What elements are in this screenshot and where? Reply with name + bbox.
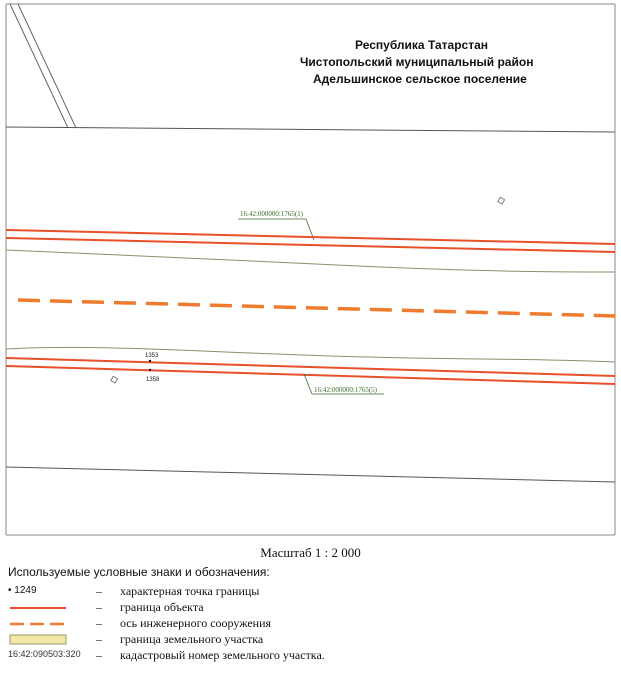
legend-item-point <box>8 584 608 600</box>
land-boundary-upper <box>6 250 615 272</box>
legend-item-cadastral-number <box>8 648 608 664</box>
engineering-axis-line <box>18 300 615 316</box>
diagonal-road-line-a <box>10 4 68 128</box>
legend-description: граница земельного участка <box>120 632 264 646</box>
title-republic: Республика Татарстан <box>355 38 489 52</box>
legend-symbol-red-line <box>8 602 68 614</box>
legend-description: ось инженерного сооружения <box>120 616 272 630</box>
parcel-label-lower: 16:42:000000:1765(5) <box>314 386 377 394</box>
title-district: Чистопольский муниципальный район <box>300 55 534 69</box>
land-boundary-top <box>6 127 615 132</box>
object-boundary-lower-2 <box>6 366 615 384</box>
legend-dash: – <box>96 632 102 646</box>
legend-symbol-yellow-swatch <box>8 634 68 646</box>
legend-heading: Используемые условные знаки и обозначения: <box>8 565 270 579</box>
legend-symbol-cadastral-code: 16:42:090503:320 <box>8 649 81 659</box>
map-marker-square-lower <box>111 376 118 383</box>
legend-item-engineering-axis <box>8 616 608 632</box>
legend-description: граница объекта <box>120 600 204 614</box>
object-boundary-lower-1 <box>6 358 615 376</box>
legend-symbol-point: • 1249 <box>8 585 37 596</box>
land-boundary-bottom <box>6 467 615 482</box>
point-label-1353: 1353 <box>145 353 159 359</box>
object-boundary-upper-1 <box>6 230 615 244</box>
legend-dash: – <box>96 648 102 662</box>
boundary-point-1353 <box>149 360 151 362</box>
legend-description: характерная точка границы <box>120 584 260 598</box>
map-scale: Масштаб 1 : 2 000 <box>260 545 361 560</box>
map-marker-square <box>498 197 505 204</box>
parcel-label-pointer-2 <box>304 374 312 394</box>
object-boundary-upper-2 <box>6 238 615 252</box>
title-settlement: Адельшинское сельское поселение <box>313 72 527 86</box>
point-label-1358: 1358 <box>146 377 160 383</box>
legend-description: кадастровый номер земельного участка. <box>120 648 325 662</box>
legend-item-object-boundary <box>8 600 608 616</box>
boundary-point-1358 <box>149 369 151 371</box>
legend-dash: – <box>96 584 102 598</box>
legend-dash: – <box>96 600 102 614</box>
diagonal-road-line-b <box>18 4 76 128</box>
legend-symbol-dashed-line <box>8 618 68 630</box>
legend-dash: – <box>96 616 102 630</box>
parcel-label-upper: 16:42:000000:1765(1) <box>240 210 303 218</box>
legend-item-land-boundary <box>8 632 608 648</box>
